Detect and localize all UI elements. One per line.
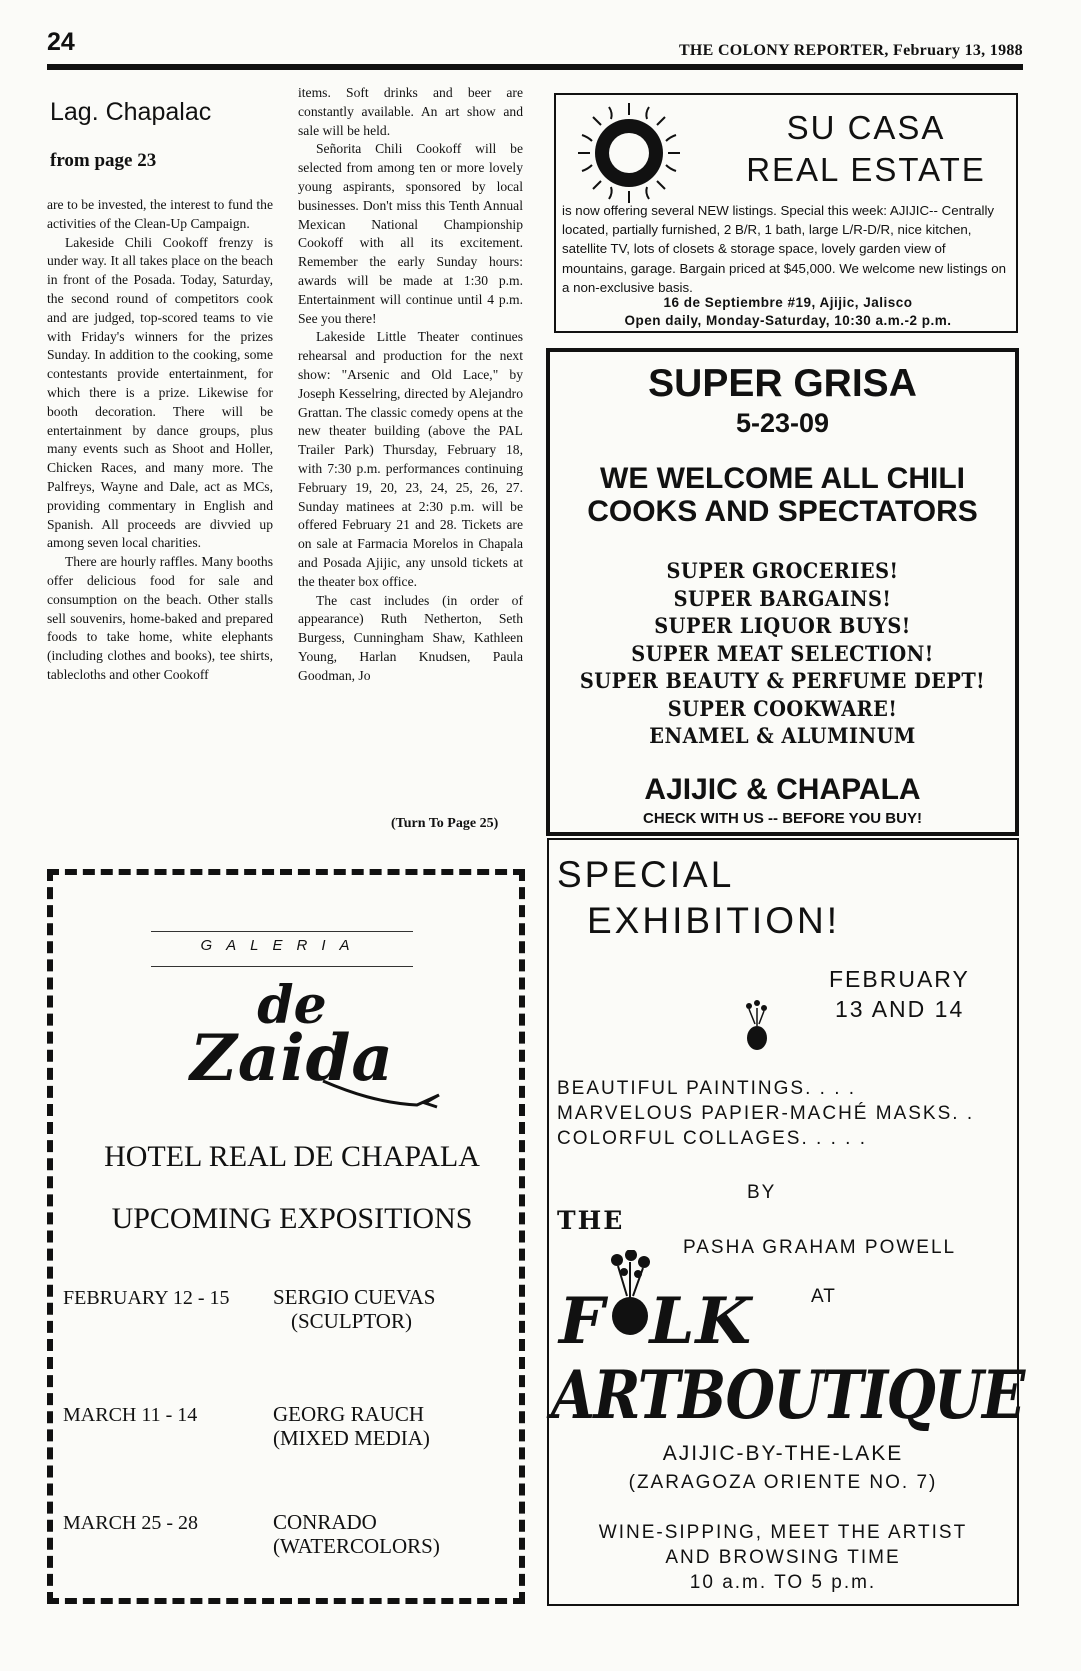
grisa-welcome-line-1: WE WELCOME ALL CHILI	[600, 462, 965, 495]
running-header: THE COLONY REPORTER, February 13, 1988	[678, 42, 1023, 59]
hours-line: WINE-SIPPING, MEET THE ARTIST	[598, 1522, 968, 1543]
sucasa-name	[726, 107, 1006, 191]
exhibition-dates-line-2: 13 AND 14	[835, 996, 965, 1022]
grisa-list-item: SUPER BEAUTY & PERFUME DEPT!	[579, 668, 986, 693]
flower-vase-icon	[607, 1250, 653, 1336]
article-paragraph: Señorita Chili Cookoff will be selected from among ten or more lovely young aspirants, sponsored by local businesses. Don't miss this Tenth Annual Mexican National Championship Cookoff with all its excitement. Remember the early Sunday hours: awards will be made at 1:30 p.m. Entertainment will continue until 4 p.m. See you there!	[298, 141, 523, 326]
the-label: THE	[557, 1206, 625, 1235]
boutique-address: (ZARAGOZA ORIENTE NO. 7)	[628, 1472, 938, 1493]
galeria-ad	[47, 869, 525, 1604]
grisa-date: 5-23-09	[735, 408, 830, 438]
exposition-dates: MARCH 25 - 28	[63, 1512, 199, 1534]
artist-name: GEORG RAUCH	[273, 1402, 425, 1426]
grisa-list-item: ENAMEL & ALUMINUM	[649, 723, 916, 748]
article-column-2	[298, 84, 523, 686]
folk-logo	[559, 1284, 752, 1359]
exhibition-item: COLORFUL COLLAGES. . . . .	[557, 1128, 867, 1149]
galeria-rule	[151, 931, 413, 932]
galeria-rule	[151, 966, 413, 967]
hours-line: AND BROWSING TIME	[665, 1547, 901, 1568]
artist-name: PASHA GRAHAM POWELL	[683, 1237, 957, 1258]
grisa-list-item: SUPER BARGAINS!	[673, 585, 892, 611]
by-label: BY	[747, 1182, 777, 1203]
exposition-dates: FEBRUARY 12 - 15	[63, 1287, 230, 1309]
article-paragraph: are to be invested, the interest to fund the activities of the Clean-Up Campaign.	[47, 197, 273, 231]
sun-logo-icon	[564, 97, 694, 209]
boutique-logo: ARTBOUTIQUE	[551, 1356, 1024, 1434]
exhibition-item: BEAUTIFUL PAINTINGS. . . .	[557, 1078, 857, 1099]
article-paragraph: Lakeside Little Theater continues rehearsal and production for the next show: "Arsenic and Old Lace," by Joseph Kesselring, directed by Alejandro Grattan. The classic comedy opens at the new theater building (above the PAL Trailer Park) Thursday, February 18, with 7:30 p.m. performances continuing February 19, 20, 23, 24, 25, 26, 27. Sunday matinees at 2:30 p.m. will be offered February 21 and 28. Tickets are on sale at Farmacia Morelos in Chapala and Posada Ajijic, any unsold tickets at the theater box office.	[298, 329, 523, 589]
galeria-hotel: HOTEL REAL DE CHAPALA	[104, 1140, 480, 1173]
artist-medium: (MIXED MEDIA)	[273, 1426, 430, 1450]
artist-name: SERGIO CUEVAS	[273, 1285, 436, 1309]
sucasa-ad	[554, 93, 1018, 333]
galeria-de: de	[257, 975, 327, 1036]
hours-line: 10 a.m. TO 5 p.m.	[689, 1572, 877, 1593]
header-rule	[47, 64, 1023, 70]
grisa-welcome	[550, 462, 1015, 528]
exhibition-title-line-1: SPECIAL	[557, 854, 735, 895]
sucasa-address: 16 de Septiembre #19, Ajijic, Jalisco	[663, 295, 913, 310]
continuation-line: (Turn To Page 25)	[391, 816, 499, 831]
special-exhibition-ad	[547, 838, 1024, 1606]
sucasa-hours: Open daily, Monday-Saturday, 10:30 a.m.-2 p.m.	[624, 313, 952, 328]
exposition-artist	[273, 1402, 430, 1450]
artist-name: CONRADO	[273, 1510, 377, 1534]
grisa-list-item: SUPER LIQUOR BUYS!	[654, 613, 911, 638]
article-paragraph: The cast includes (in order of appearance) Ruth Netherton, Seth Burgess, Cunningham Shaw, Kathleen Young, Harlan Knudsen, Paula Goodman, Jo	[298, 592, 523, 683]
galeria-zaida: Zaida	[190, 1021, 394, 1096]
sucasa-body: is now offering several NEW listings. Special this week: AJIJIC-- Centrally located, partially furnished, 2 B/R, 1 bath, large L/R-D/R, nice kitchen, satellite TV, lots of closets & storage space, lovely garden view of mountains, garage. Bargain priced at $45,000. We welcome new listings on a non-exclusive basis.	[562, 203, 1006, 295]
sucasa-name-line-2: REAL ESTATE	[746, 151, 986, 188]
boutique-hours	[549, 1520, 1017, 1595]
sucasa-name-line-1: SU CASA	[786, 109, 946, 146]
grisa-check: CHECK WITH US -- BEFORE YOU BUY!	[643, 810, 922, 827]
exposition-artist	[273, 1510, 440, 1558]
exposition-dates: MARCH 11 - 14	[63, 1404, 198, 1426]
grisa-list-item: SUPER MEAT SELECTION!	[631, 640, 934, 666]
exhibition-dates-line-1: FEBRUARY	[829, 966, 970, 992]
swash-ornament-icon	[321, 1073, 441, 1111]
grisa-title: SUPER GRISA	[648, 362, 917, 405]
flower-vase-icon	[743, 1000, 771, 1050]
at-label: AT	[811, 1286, 836, 1307]
article-headline: Lag. Chapalac	[50, 98, 212, 126]
artist-medium: (SCULPTOR)	[291, 1309, 412, 1333]
page-number: 24	[47, 28, 75, 56]
exhibition-title-line-2: EXHIBITION!	[587, 900, 840, 941]
exposition-artist	[273, 1285, 435, 1333]
boutique-town: AJIJIC-BY-THE-LAKE	[662, 1442, 904, 1465]
article-column-1	[47, 196, 273, 685]
super-grisa-ad	[546, 348, 1019, 836]
exhibition-dates	[829, 964, 970, 1024]
folk-letters-lk: LK	[649, 1284, 753, 1359]
galeria-upcoming: UPCOMING EXPOSITIONS	[111, 1202, 473, 1235]
folk-letter-f: F	[559, 1284, 606, 1359]
jump-line: from page 23	[50, 150, 157, 171]
article-paragraph: There are hourly raffles. Many booths offer delicious food for sale and consumption on the beach. Other stalls sell souvenirs, home-baked and prepared foods to take home, white elephants (including clothes and books), tee shirts, tablecloths and other Cookoff	[47, 554, 273, 682]
grisa-list	[550, 557, 1015, 750]
galeria-word: GALERIA	[200, 937, 364, 954]
exhibition-item: MARVELOUS PAPIER-MACHÉ MASKS. .	[557, 1103, 975, 1124]
artist-medium: (WATERCOLORS)	[273, 1534, 440, 1558]
article-paragraph: items. Soft drinks and beer are constantly available. An art show and sale will be held.	[298, 85, 523, 138]
grisa-list-item: SUPER COOKWARE!	[667, 695, 898, 721]
grisa-list-item: SUPER GROCERIES!	[666, 558, 899, 583]
grisa-welcome-line-2: COOKS AND SPECTATORS	[587, 495, 978, 528]
article-paragraph: Lakeside Chili Cookoff frenzy is under way. It all takes place on the beach in front of the Posada. Today, Saturday, the second round of competitors cook and are judged, top-scored teams to vie with Friday's winners for the prizes Sunday. In addition to the cooking, some contestants provide entertainment, for which there is a prize. Likewise for booth decoration. There will be entertainment by dance groups, plus many events such as Shoot and Holler, Chicken Races, and many more. The Palfreys, Wayne and Dale, act as MCs, providing commentary in English and Spanish. All proceeds are divvied up among seven local charities.	[47, 234, 273, 551]
grisa-town: AJIJIC & CHAPALA	[644, 773, 921, 806]
